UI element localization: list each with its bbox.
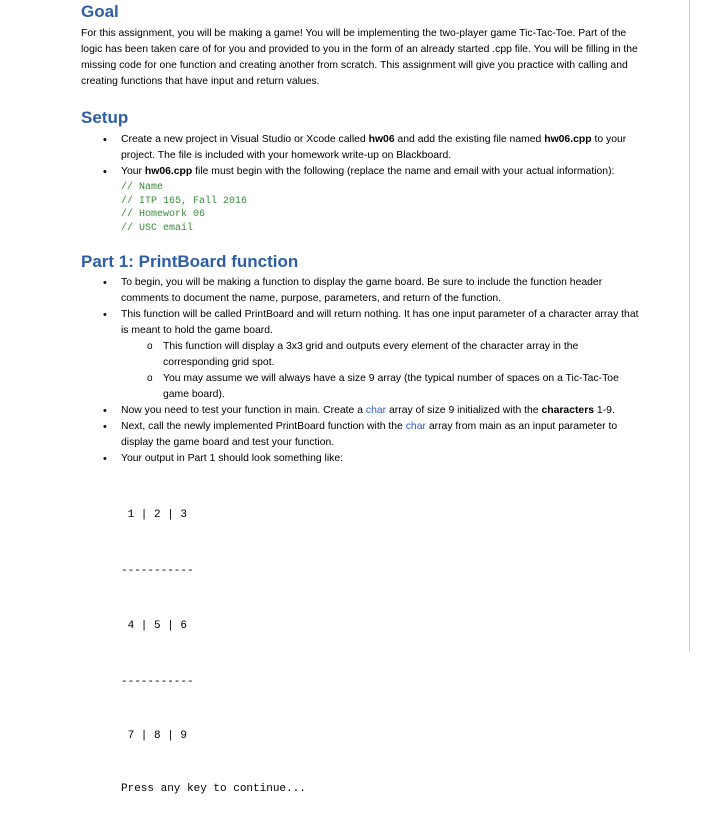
part1-subbullet-2: o You may assume we will always have a size 9 array (the typical number of spaces on a Tic-Tac-Toe game board).: [147, 373, 619, 400]
page-edge-divider: [689, 0, 690, 652]
header-comment-code: [121, 181, 641, 235]
output-line: 7 | 8 | 9: [121, 730, 188, 742]
output-line: 1 | 2 | 3: [121, 509, 188, 521]
part1-heading: Part 1: PrintBoard function: [81, 252, 299, 271]
code-line: // Name: [121, 182, 164, 193]
setup-heading: Setup: [81, 108, 129, 127]
bullet-dot: •: [103, 134, 107, 146]
code-line: // ITP 165, Fall 2016: [121, 195, 248, 207]
part1-bullet-3: • Now you need to test your function in main. Create a char array of size 9 initialized with the characters 1-9.: [103, 405, 615, 417]
output-line: -----------: [121, 675, 194, 688]
output-line: Press any key to continue...: [121, 783, 306, 795]
output-line: -----------: [121, 564, 194, 577]
char-keyword: char: [405, 421, 426, 432]
code-line: // USC email: [121, 222, 194, 234]
circle-bullet: o: [147, 373, 153, 384]
setup-bullet-2: • Your hw06.cpp file must begin with the following (replace the name and email with your actual information): // Name // ITP 165, Fall 2016 // Homework 06 // USC email: [81, 164, 641, 235]
bullet-dot: •: [103, 453, 107, 465]
file-name: hw06.cpp: [144, 166, 193, 177]
part1-list: [81, 275, 641, 467]
document-content: [81, 0, 641, 834]
output-line: 4 | 5 | 6: [121, 620, 188, 632]
setup-list: [81, 132, 641, 235]
bullet-dot: •: [103, 405, 107, 417]
bullet-dot: •: [103, 421, 107, 433]
circle-bullet: o: [147, 341, 153, 352]
goal-heading: Goal: [81, 2, 119, 21]
file-name: hw06.cpp: [544, 134, 592, 145]
part1-bullet-5: • Your output in Part 1 should look something like:: [103, 453, 343, 465]
bullet-dot: •: [103, 166, 107, 178]
char-keyword: char: [365, 405, 387, 416]
part1-sublist: [121, 339, 641, 403]
bullet-dot: •: [103, 277, 107, 289]
goal-paragraph: For this assignment, you will be making a game! You will be implementing the two-player game Tic-Tac-Toe. Part of the logic has been taken care of for you and provided to you in the form of an already started .cpp file. You will be filling in the missing code for one function and creating another from scratch. This assignment will give you practice with calling and creating functions that have input and return values.: [81, 28, 638, 87]
part1-subbullet-1: o This function will display a 3x3 grid and outputs every element of the character array in the corresponding grid spot.: [147, 341, 579, 368]
code-line: // Homework 06: [121, 209, 206, 220]
part1-bullet-1: • To begin, you will be making a function to display the game board. Be sure to include the function header comments to document the name, purpose, parameters, and return of the function.: [103, 277, 603, 304]
bullet-dot: •: [103, 309, 107, 321]
project-name: hw06: [368, 134, 395, 145]
part1-bullet-2: • This function will be called PrintBoard and will return nothing. It has one input parameter of a character array that is meant to hold the game board. o This function will display a 3x3 grid and outputs every element of the character array in the corresponding grid spot. o You may assume we will always have a size 9 array (the typical number of spaces on a Tic-Tac-Toe game board).: [81, 307, 641, 403]
setup-bullet-1: • Create a new project in Visual Studio or Xcode called hw06 and add the existing file named hw06.cpp to your project. The file is included with your homework write-up on Blackboard.: [103, 134, 627, 161]
part1-bullet-4: • Next, call the newly implemented PrintBoard function with the char array from main as an input parameter to display the game board and test your function.: [103, 421, 618, 448]
